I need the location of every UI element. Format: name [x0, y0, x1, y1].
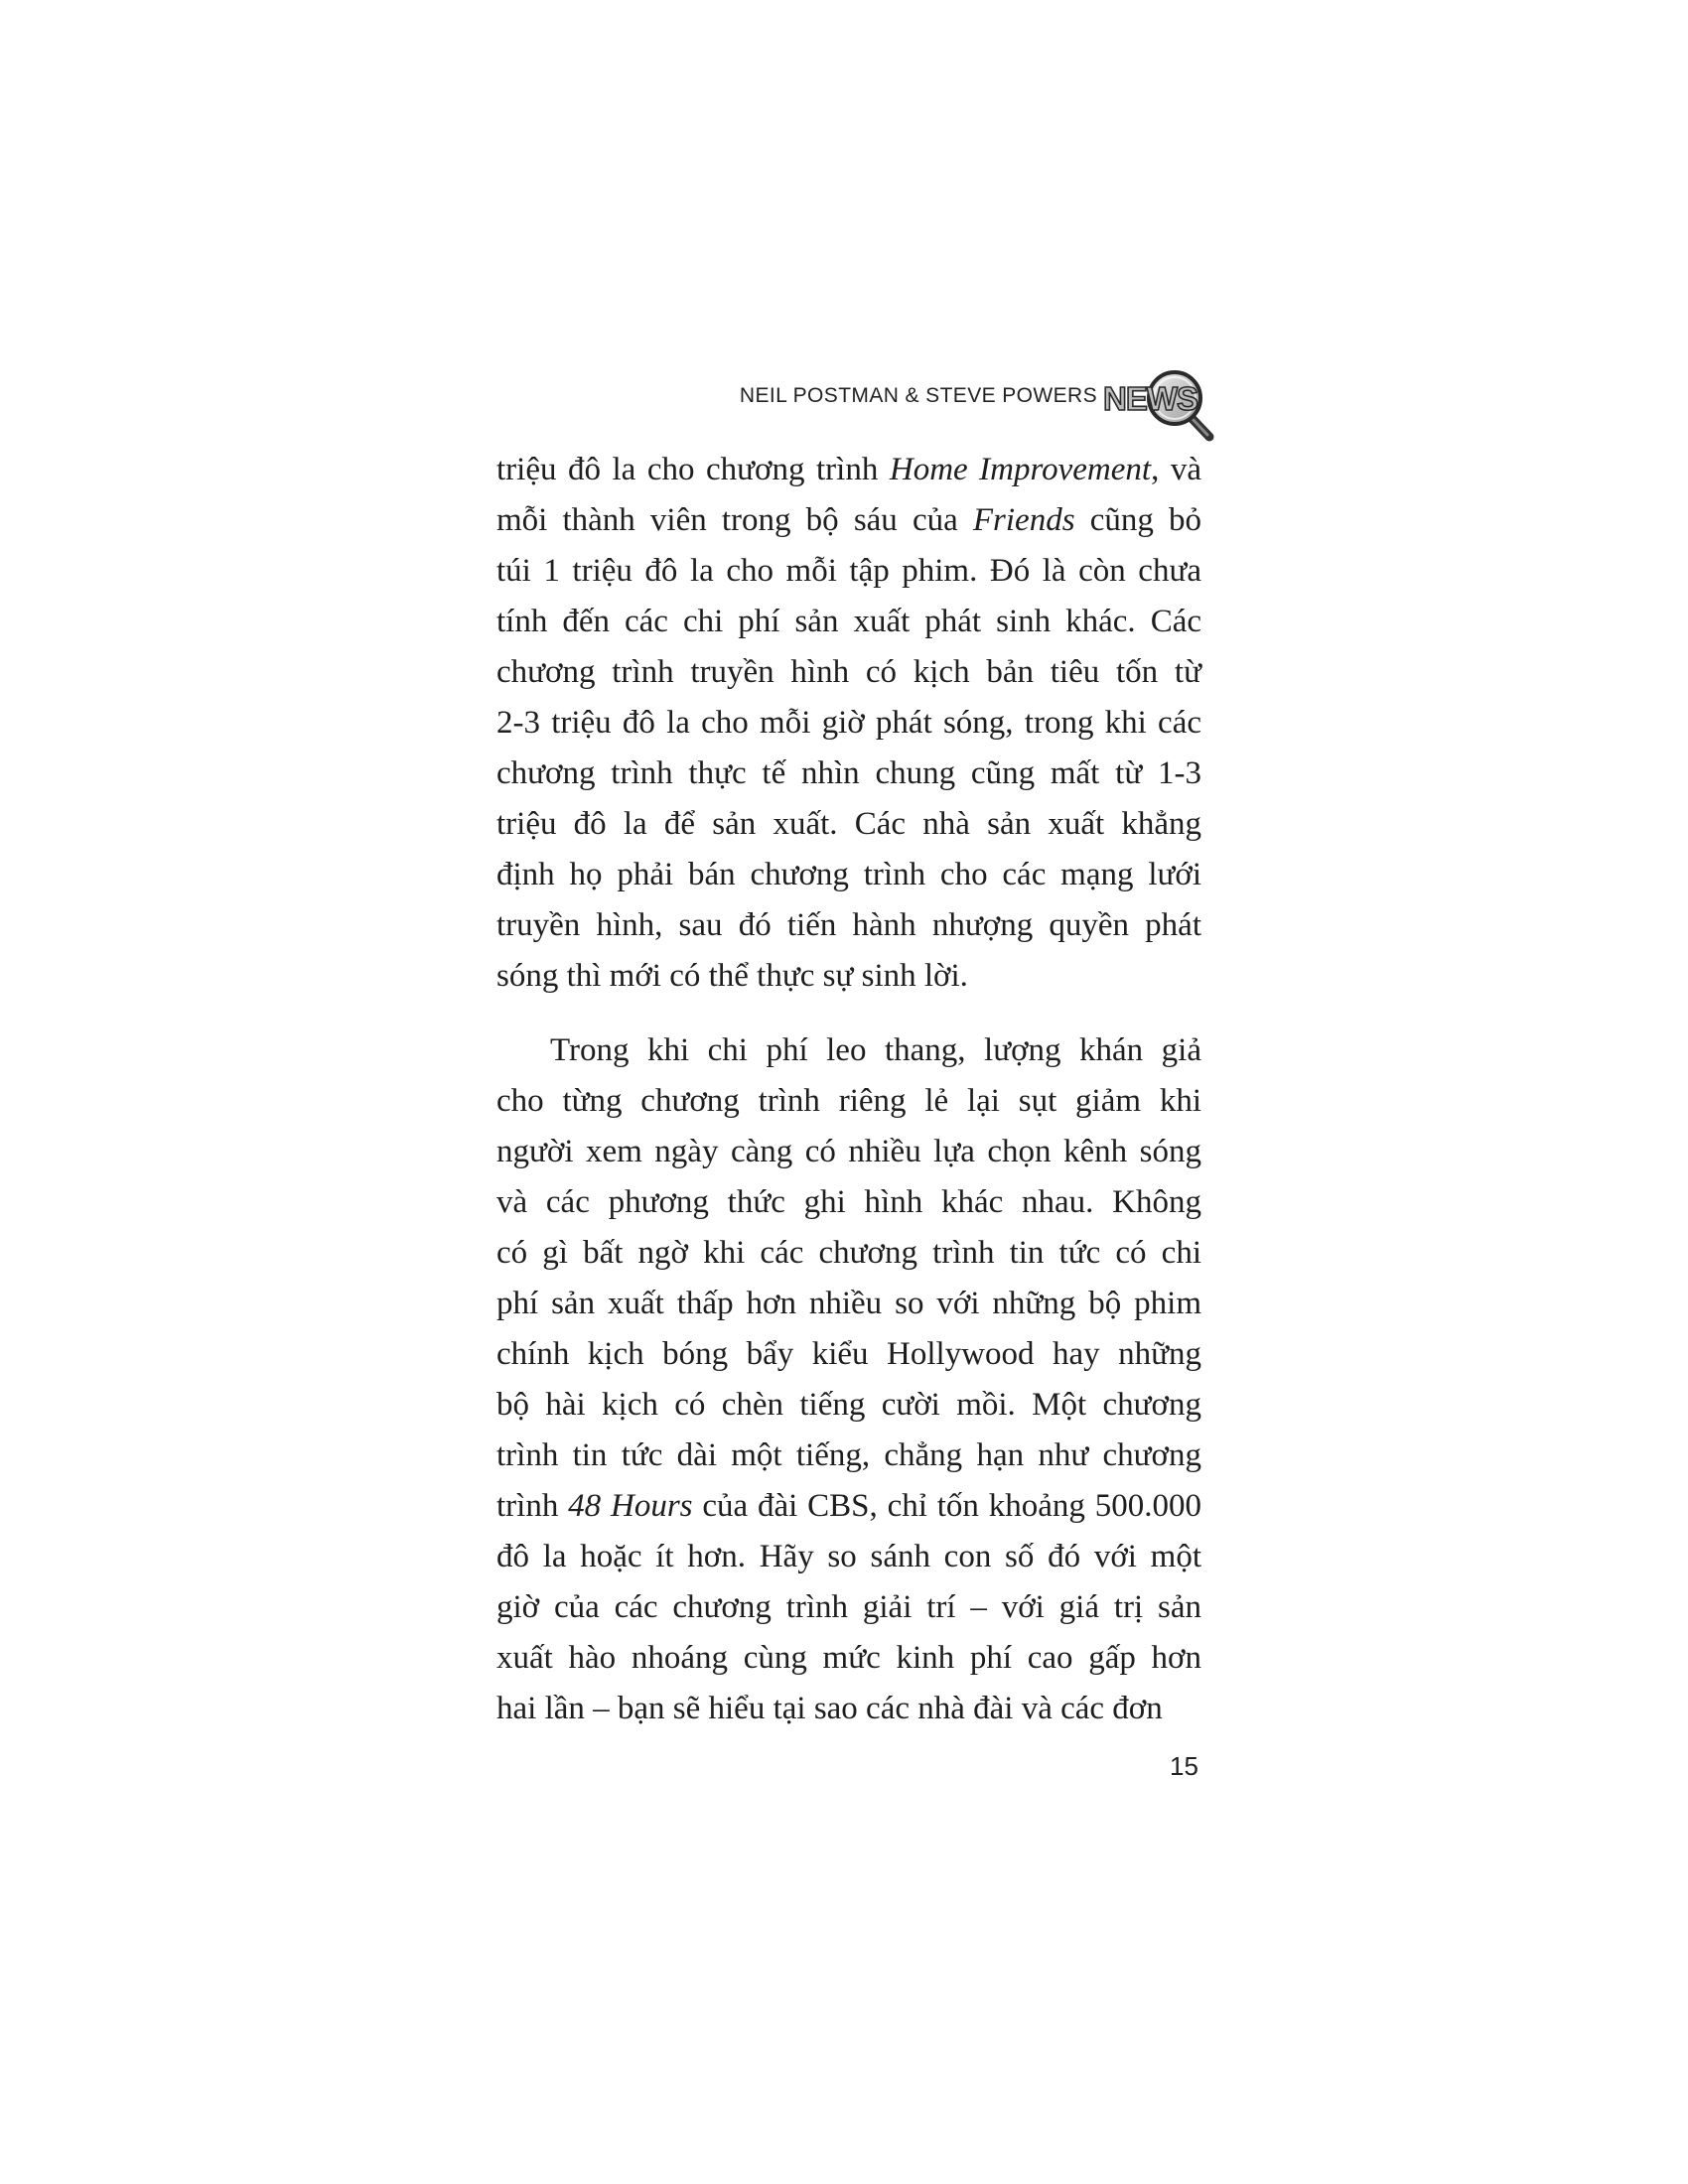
text-line: trình tin tức dài một tiếng, chẳng hạn như chương — [496, 1437, 1201, 1473]
italic-title: Home Improvement — [889, 452, 1152, 487]
text-line: chương trình truyền hình có kịch bản tiêu tốn từ — [496, 654, 1201, 690]
text-line: Trong khi chi phí leo thang, lượng khán giả — [550, 1032, 1201, 1068]
text-line: bộ hài kịch có chèn tiếng cười mồi. Một chương — [496, 1387, 1201, 1423]
text-line: mỗi thành viên trong bộ sáu của Friends cũng bỏ — [496, 502, 1201, 538]
text-line: cho từng chương trình riêng lẻ lại sụt giảm khi — [496, 1083, 1201, 1119]
text-line: tính đến các chi phí sản xuất phát sinh khác. Các — [496, 604, 1201, 639]
paragraph — [496, 1025, 1201, 1734]
svg-text:NEWS: NEWS — [1103, 380, 1197, 417]
text-line: đô la hoặc ít hơn. Hãy so sánh con số đó với một — [496, 1539, 1201, 1574]
paragraph — [496, 445, 1201, 1002]
text-line: người xem ngày càng có nhiều lựa chọn kênh sóng — [496, 1134, 1201, 1169]
news-magnifier-logo — [1099, 365, 1216, 443]
text-line: triệu đô la cho chương trình Home Improvement, và — [496, 452, 1201, 487]
text-line: hai lần – bạn sẽ hiểu tại sao các nhà đài và các đơn — [496, 1691, 1163, 1726]
text-line: triệu đô la để sản xuất. Các nhà sản xuất khẳng — [496, 806, 1201, 842]
text-line: truyền hình, sau đó tiến hành nhượng quyền phát — [496, 907, 1201, 943]
italic-title: Friends — [972, 502, 1075, 538]
header-author: NEIL POSTMAN & STEVE POWERS — [739, 384, 1097, 407]
text-line: và các phương thức ghi hình khác nhau. Không — [496, 1184, 1201, 1220]
running-header — [496, 365, 1211, 445]
page-number: 15 — [1170, 1751, 1198, 1781]
text-line: phí sản xuất thấp hơn nhiều so với những bộ phim — [496, 1286, 1201, 1321]
text-line: chính kịch bóng bẩy kiểu Hollywood hay những — [496, 1336, 1201, 1372]
text-line: túi 1 triệu đô la cho mỗi tập phim. Đó là còn chưa — [496, 553, 1201, 589]
body-text — [496, 445, 1201, 1734]
text-line: giờ của các chương trình giải trí – với giá trị sản — [496, 1589, 1201, 1625]
text-line: trình 48 Hours của đài CBS, chỉ tốn khoảng 500.000 — [496, 1488, 1201, 1524]
text-line: có gì bất ngờ khi các chương trình tin tức có chi — [496, 1235, 1201, 1271]
italic-title: 48 Hours — [568, 1488, 693, 1524]
paragraph-gap — [496, 1002, 1201, 1025]
text-line: định họ phải bán chương trình cho các mạng lưới — [496, 857, 1201, 892]
text-line: 2-3 triệu đô la cho mỗi giờ phát sóng, trong khi các — [496, 705, 1201, 741]
text-line: sóng thì mới có thể thực sự sinh lời. — [496, 958, 968, 994]
text-line: chương trình thực tế nhìn chung cũng mất từ 1-3 — [496, 755, 1201, 791]
text-line: xuất hào nhoáng cùng mức kinh phí cao gấp hơn — [496, 1640, 1201, 1676]
